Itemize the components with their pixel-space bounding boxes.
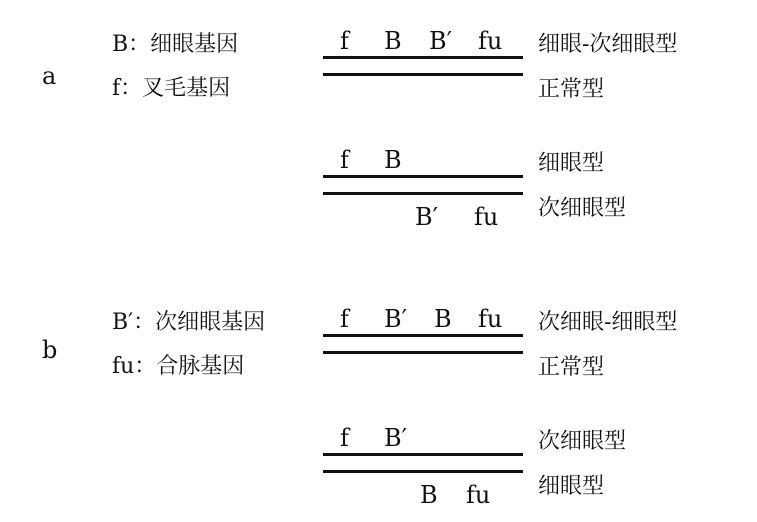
chromosome-line-bottom [323, 192, 523, 195]
phenotype-bottom: 正常型 [538, 355, 605, 380]
gene-f: f [340, 146, 349, 174]
gene-b: B [420, 481, 438, 509]
panel-label-a: a [42, 62, 57, 90]
gene-f: f [340, 305, 349, 333]
phenotype-top: 细眼-次细眼型 [538, 32, 678, 57]
gene-fu: fu [466, 481, 491, 509]
phenotype-bottom: 细眼型 [538, 474, 605, 499]
chromosome-line-bottom [323, 470, 523, 473]
gene-b-prime: B′ [429, 27, 453, 55]
gene-f: f [340, 424, 349, 452]
gene-b-prime: B′ [415, 203, 439, 231]
phenotype-top: 次细眼-细眼型 [538, 310, 678, 335]
chromosome-line-top [323, 175, 523, 178]
panel-label-b: b [42, 336, 58, 364]
phenotype-top: 细眼型 [538, 151, 605, 176]
gene-b: B [384, 27, 402, 55]
chromosome-line-top [323, 56, 523, 59]
legend-b-gene: B：细眼基因 [112, 32, 239, 57]
gene-fu: fu [478, 27, 503, 55]
gene-fu: fu [474, 203, 499, 231]
gene-b-prime: B′ [384, 424, 408, 452]
phenotype-bottom: 正常型 [538, 77, 605, 102]
legend-fu-gene: fu：合脉基因 [112, 354, 245, 379]
gene-b: B [384, 146, 402, 174]
chromosome-line-top [323, 334, 523, 337]
chromosome-line-bottom [323, 351, 523, 354]
chromosome-line-top [323, 453, 523, 456]
gene-fu: fu [478, 305, 503, 333]
phenotype-bottom: 次细眼型 [538, 196, 627, 221]
phenotype-top: 次细眼型 [538, 429, 627, 454]
chromosome-line-bottom [323, 73, 523, 76]
gene-b-prime: B′ [384, 305, 408, 333]
gene-b: B [434, 305, 452, 333]
legend-f-gene: f：叉毛基因 [112, 76, 231, 101]
gene-f: f [340, 27, 349, 55]
legend-b-prime-gene: B′：次细眼基因 [112, 310, 266, 335]
